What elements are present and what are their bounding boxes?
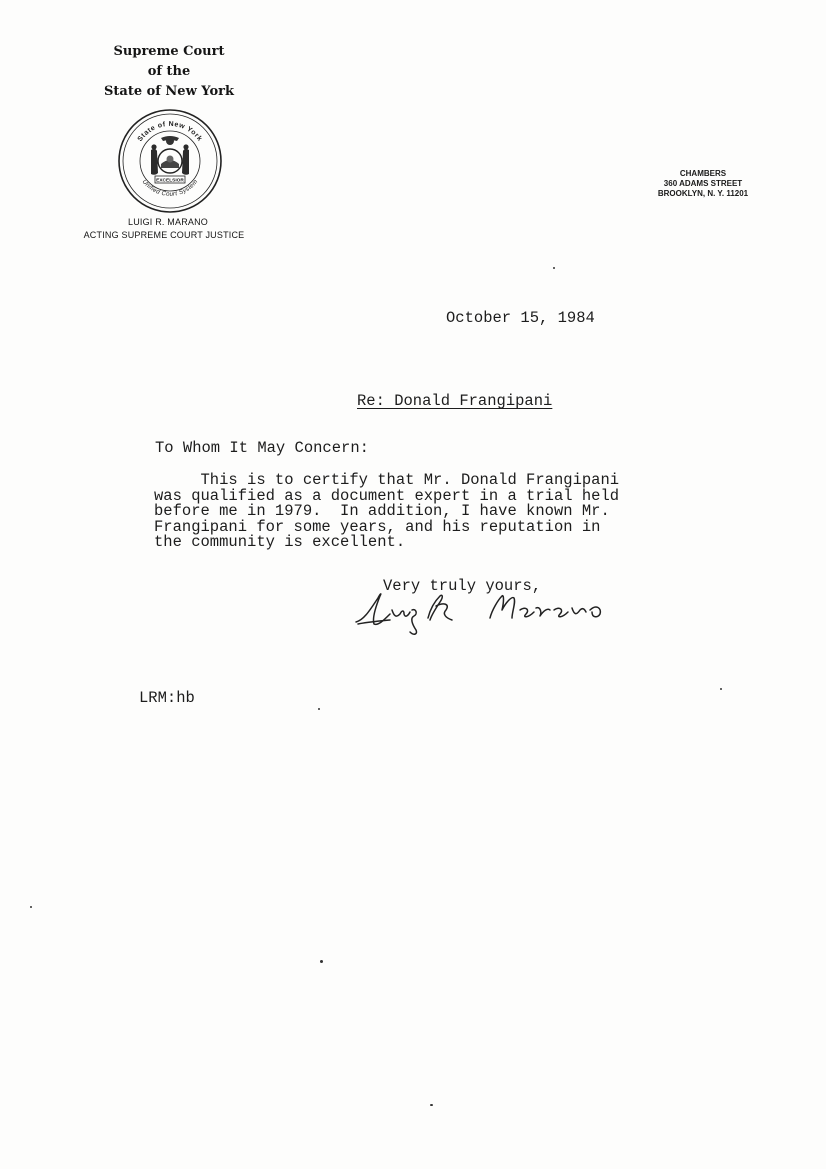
body-line: This is to certify that Mr. Donald Frangipani <box>154 471 620 489</box>
scan-speck <box>720 688 722 690</box>
seal-bottom-text: Unified Court System <box>140 178 200 198</box>
judge-block <box>72 216 256 242</box>
body-line: before me in 1979. In addition, I have known Mr. <box>154 502 610 520</box>
court-letterhead <box>84 42 254 102</box>
seal-motto: EXCELSIOR <box>156 178 184 184</box>
chambers-address <box>640 169 766 199</box>
scan-speck <box>430 1104 433 1106</box>
scan-speck <box>30 906 32 908</box>
re-line: Re: Donald Frangipani <box>357 392 553 410</box>
typist-initials: LRM:hb <box>139 689 195 707</box>
body-line: was qualified as a document expert in a trial held <box>154 486 620 505</box>
court-name-line-2: of the <box>147 64 191 79</box>
judge-name: LUIGI R. MARANO <box>127 217 208 227</box>
body-line: Frangipani for some years, and his reputation in <box>154 517 601 536</box>
letter-body <box>154 473 619 551</box>
chambers-label: CHAMBERS <box>679 169 727 178</box>
closing: Very truly yours, <box>383 577 542 595</box>
state-seal-icon <box>117 108 223 214</box>
body-line: the community is excellent. <box>154 533 406 551</box>
handwritten-signature <box>350 580 625 636</box>
court-name-line-3: State of New York <box>104 84 234 99</box>
chambers-street: 360 ADAMS STREET <box>663 179 743 188</box>
letter-date: October 15, 1984 <box>446 309 595 327</box>
scan-speck <box>553 267 555 269</box>
salutation: To Whom It May Concern: <box>155 439 369 457</box>
court-name-line-1: Supreme Court <box>113 44 225 59</box>
scan-speck <box>320 960 323 963</box>
scan-speck <box>318 708 320 710</box>
chambers-city: BROOKLYN, N. Y. 11201 <box>657 189 749 198</box>
seal-top-text: State of New York <box>136 120 204 143</box>
judge-title: ACTING SUPREME COURT JUSTICE <box>83 230 245 240</box>
